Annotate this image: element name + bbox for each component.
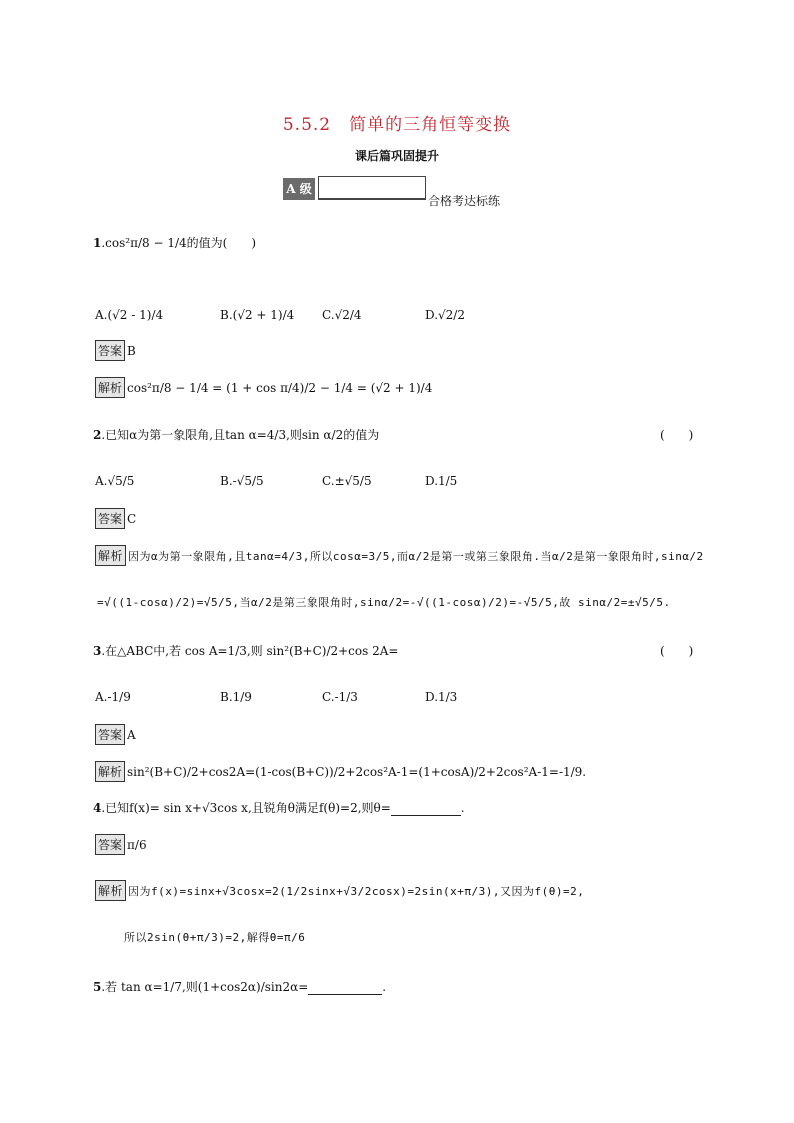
q3-answer <box>95 724 136 745</box>
question-text: .在△ABC中,若 cos A=1/3,则 sin²(B+C)/2+cos 2A= <box>101 644 399 658</box>
q1-option-c: C.√2/4 <box>322 308 362 322</box>
q1-answer <box>95 340 136 361</box>
q2-option-c: C.±√5/5 <box>322 474 372 488</box>
page-title: 5.5.2 简单的三角恒等变换 <box>282 115 512 135</box>
question-number: 1 <box>93 236 102 250</box>
q3-option-d: D.1/3 <box>425 690 458 704</box>
q1-analysis <box>95 377 432 398</box>
q2-answer-paren: ( ) <box>660 428 694 442</box>
q3-option-b: B.1/9 <box>220 690 252 704</box>
question-number: 2 <box>93 428 102 442</box>
q1-option-b: B.(√2 + 1)/4 <box>220 308 295 322</box>
q1-option-a: A.(√2 - 1)/4 <box>95 308 164 322</box>
q2-option-b: B.-√5/5 <box>220 474 264 488</box>
answer-tag: 答案 <box>95 508 125 529</box>
question-number: 3 <box>93 644 102 658</box>
q4-analysis-continued: 所以2sin(θ+π/3)=2,解得θ=π/6 <box>124 931 306 944</box>
page-subtitle: 课后篇巩固提升 <box>354 149 439 163</box>
answer-value: A <box>127 728 136 742</box>
answer-tag: 答案 <box>95 340 125 361</box>
analysis-tag: 解析 <box>95 880 126 901</box>
answer-blank <box>391 801 461 816</box>
answer-value: B <box>127 344 136 358</box>
level-text: 合格考达标练 <box>428 194 501 208</box>
q3-analysis <box>95 761 586 782</box>
q1-option-d: D.√2/2 <box>425 308 465 322</box>
question-number: 5 <box>93 980 102 994</box>
analysis-text: 因为α为第一象限角,且tanα=4/3,所以cosα=3/5,而α/2是第一或第三象限角.当α/2是第一象限角时,sinα/2 <box>128 550 704 563</box>
analysis-text: cos²π/8 − 1/4 = (1 + cos π/4)/2 − 1/4 = (√2 + 1)/4 <box>127 381 433 395</box>
answer-value: C <box>127 512 137 526</box>
answer-value: π/6 <box>127 838 147 852</box>
q2-analysis-continued: =√((1-cosα)/2)=√5/5,当α/2是第三象限角时,sinα/2=-√((1-cosα)/2)=-√5/5,故 sinα/2=±√5/5. <box>97 596 671 609</box>
question-text: .已知f(x)= sin x+√3cos x,且锐角θ满足f(θ)=2,则θ= <box>101 801 391 815</box>
q3-answer-paren: ( ) <box>660 644 694 658</box>
q2-analysis <box>95 545 704 566</box>
question-1 <box>93 234 256 251</box>
q2-option-d: D.1/5 <box>425 474 458 488</box>
analysis-tag: 解析 <box>95 377 125 398</box>
question-2 <box>93 426 379 443</box>
q3-option-c: C.-1/3 <box>322 690 358 704</box>
question-text: .cos²π/8 − 1/4的值为( ) <box>101 236 257 250</box>
q4-answer <box>95 834 147 855</box>
level-box <box>318 176 426 200</box>
level-badge: A 级 <box>283 178 315 200</box>
question-number: 4 <box>93 801 102 815</box>
question-text: .已知α为第一象限角,且tan α=4/3,则sin α/2的值为 <box>101 428 380 442</box>
question-5: 5.若 tan α=1/7,则(1+cos2α)/sin2α= . <box>93 980 387 994</box>
analysis-tag: 解析 <box>95 761 125 782</box>
question-3 <box>93 642 398 659</box>
analysis-text: 因为f(x)=sinx+√3cosx=2(1/2sinx+√3/2cosx)=2sin(x+π/3),又因为f(θ)=2, <box>128 885 585 898</box>
answer-tag: 答案 <box>95 834 125 855</box>
q2-option-a: A.√5/5 <box>95 474 135 488</box>
analysis-tag: 解析 <box>95 545 126 566</box>
q3-option-a: A.-1/9 <box>95 690 131 704</box>
answer-blank <box>308 980 382 995</box>
question-text: .若 tan α=1/7,则(1+cos2α)/sin2α= <box>101 980 309 994</box>
q2-answer <box>95 508 136 529</box>
question-4: 4.已知f(x)= sin x+√3cos x,且锐角θ满足f(θ)=2,则θ= . <box>93 801 465 815</box>
q4-analysis <box>95 880 584 901</box>
analysis-text: sin²(B+C)/2+cos2A=(1-cos(B+C))/2+2cos²A-1=(1+cosA)/2+2cos²A-1=-1/9. <box>127 765 587 779</box>
answer-tag: 答案 <box>95 724 125 745</box>
